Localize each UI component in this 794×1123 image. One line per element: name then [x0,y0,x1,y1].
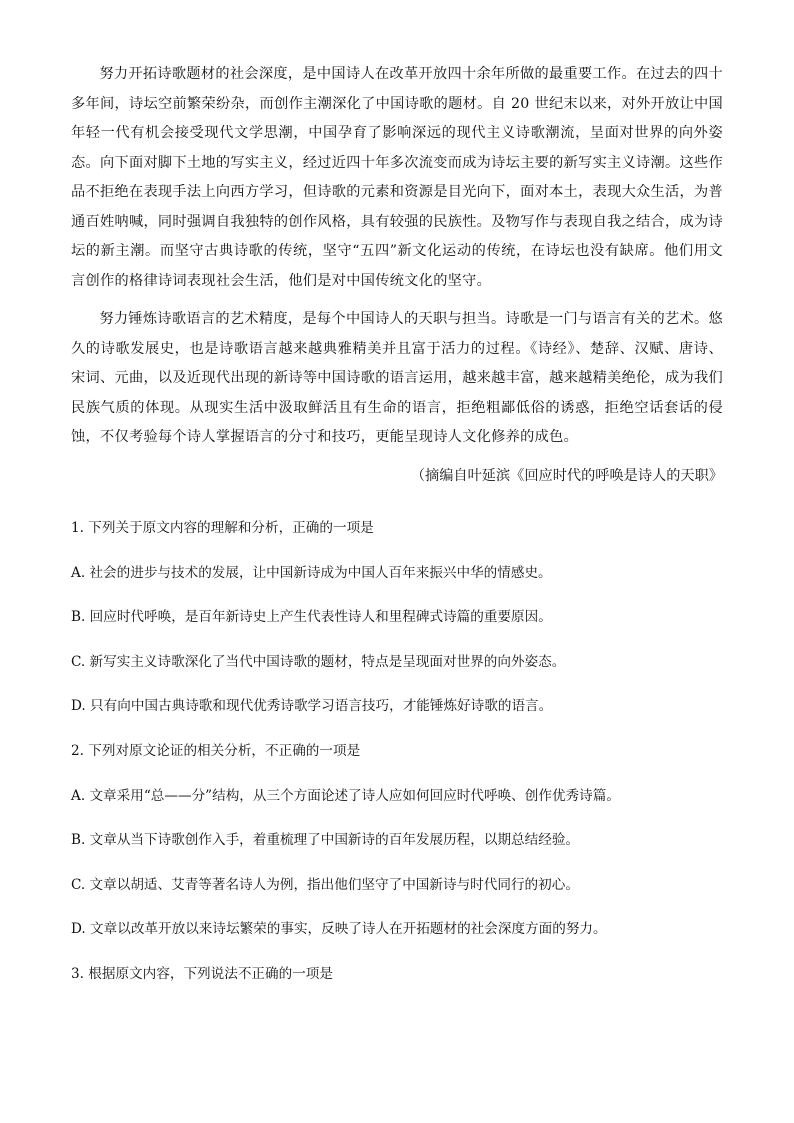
question-2-option-d: D. 文章以改革开放以来诗坛繁荣的事实，反映了诗人在开拓题材的社会深度方面的努力。 [71,921,607,938]
question-2-option-a: A. 文章采用“总——分”结构，从三个方面论述了诗人应如何回应时代呼唤、创作优秀诗篇。 [71,787,620,804]
question-3-stem: 3. 根据原文内容，下列说法不正确的一项是 [71,965,333,982]
passage-paragraph-2: 努力锤炼诗歌语言的艺术精度，是每个中国诗人的天职与担当。诗歌是一门与语言有关的艺术。悠久的诗歌发展史，也是诗歌语言越来越典雅精美并且富于活力的过程。《诗经》、楚辞、汉赋、唐诗、宋词、元曲，以及近现代出现的新诗等中国诗歌的语言运用，越来越丰富，越来越精美绝伦，成为我们民族气质的体现。从现实生活中汲取鲜活且有生命的语言，拒绝粗鄙低俗的诱惑，拒绝空话套话的侵蚀，不仅考验每个诗人掌握语言的分寸和技巧，更能呈现诗人文化修养的成色。 [71,311,723,445]
question-1-option-c: C. 新写实主义诗歌深化了当代中国诗歌的题材，特点是呈现面对世界的向外姿态。 [71,653,566,670]
document-page [71,60,723,997]
question-1-option-a: A. 社会的进步与技术的发展，让中国新诗成为中国人百年来振兴中华的情感史。 [71,564,552,581]
passage-paragraph-1: 努力开拓诗歌题材的社会深度，是中国诗人在改革开放四十余年所做的最重要工作。在过去的四十多年间，诗坛空前繁荣纷杂，而创作主潮深化了中国诗歌的题材。自 20 世纪末以来，对外开放让中国年轻一代有机会接受现代文学思潮，中国孕育了影响深远的现代主义诗歌潮流，呈面对世界的向外姿态。向下面对脚下土地的写实主义，经过近四十年多次流变而成为诗坛主要的新写实主义诗潮。这些作品不拒绝在表现手法上向西方学习，但诗歌的元素和资源是目光向下，面对本土，表现大众生活，为普通百姓呐喊，同时强调自我独特的创作风格，具有较强的民族性。及物写作与表现自我之结合，成为诗坛的新主潮。而坚守古典诗歌的传统，坚守“五四”新文化运动的传统，在诗坛也没有缺席。他们用文言创作的格律诗词表现社会生活，他们是对中国传统文化的坚守。 [71,66,723,289]
question-1-option-b: B. 回应时代呼唤，是百年新诗史上产生代表性诗人和里程碑式诗篇的重要原因。 [71,609,552,626]
passage-source: （摘编自叶延滨《回应时代的呼唤是诗人的天职》 [410,467,723,484]
question-1-option-d: D. 只有向中国古典诗歌和现代优秀诗歌学习语言技巧，才能锤炼好诗歌的语言。 [71,698,553,715]
question-2-stem: 2. 下列对原文论证的相关分析，不正确的一项是 [71,742,361,759]
question-list [71,506,723,997]
question-2-option-b: B. 文章从当下诗歌创作入手，着重梳理了中国新诗的百年发展历程，以期总结经验。 [71,832,580,849]
question-2-option-c: C. 文章以胡适、艾青等著名诗人为例，指出他们坚守了中国新诗与时代同行的初心。 [71,876,579,893]
question-1-stem: 1. 下列关于原文内容的理解和分析，正确的一项是 [71,520,374,536]
